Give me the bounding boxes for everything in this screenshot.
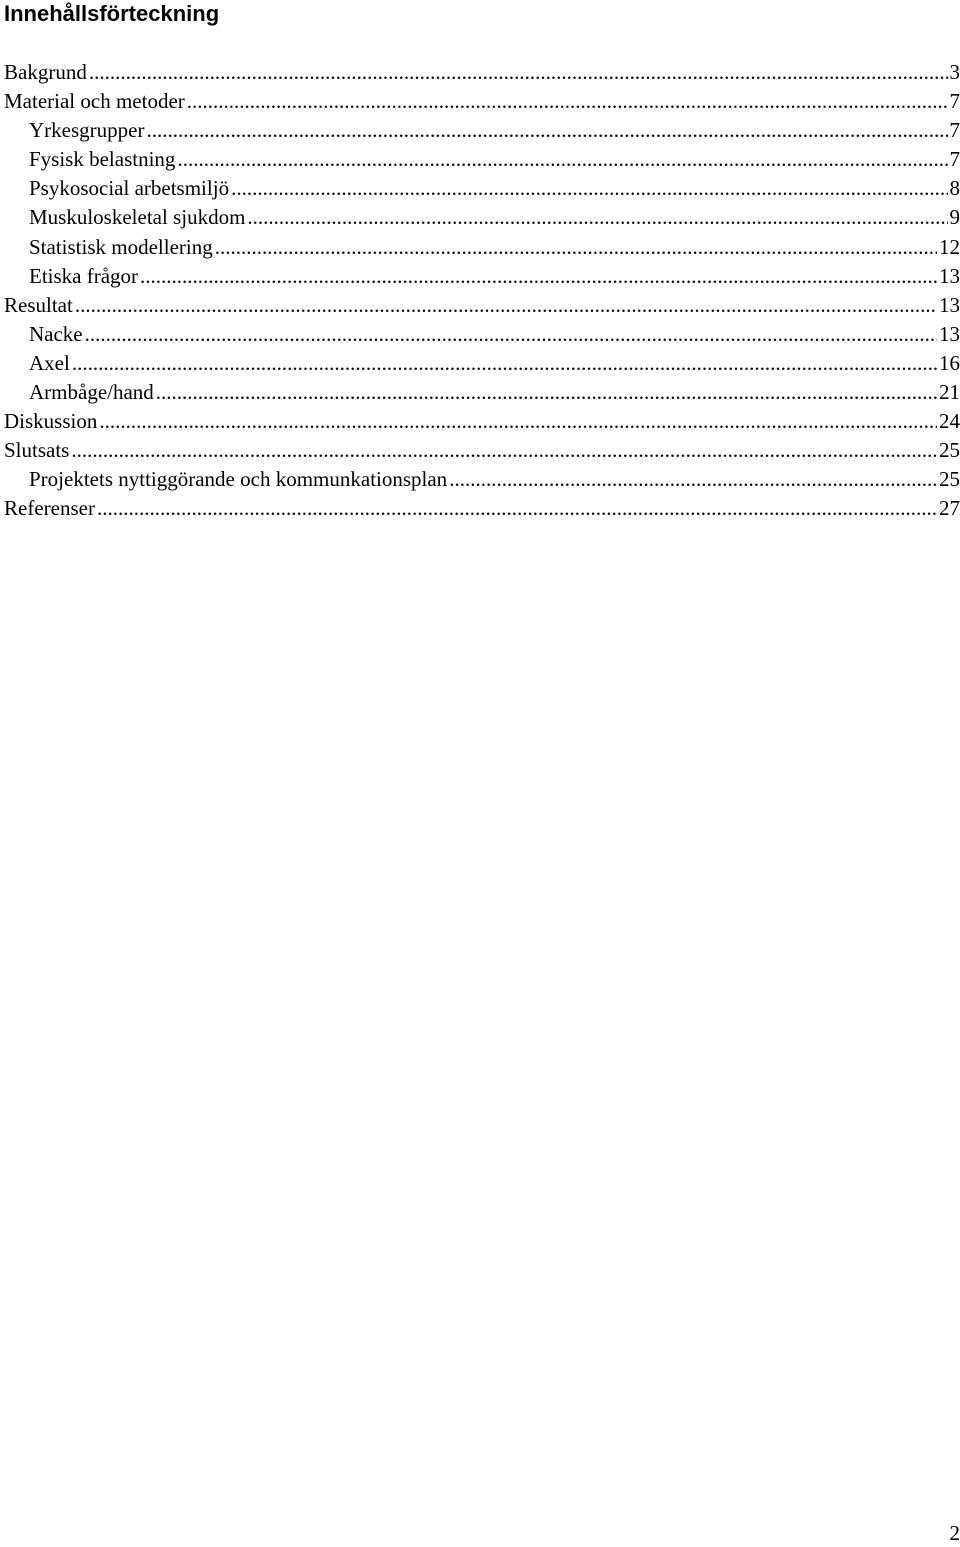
toc-entry-page: 13 xyxy=(939,292,960,317)
toc-entry-page: 8 xyxy=(949,176,960,201)
toc-entry-referenser[interactable] xyxy=(4,494,960,523)
toc-entry-label: Projektets nyttiggörande och kommunkationsplan xyxy=(29,467,448,492)
toc-entry-page: 7 xyxy=(949,147,960,172)
toc-dot-leader xyxy=(99,407,937,436)
toc-title: Innehållsförteckning xyxy=(4,1,220,26)
toc-entry-page: 27 xyxy=(939,496,960,521)
toc-entry-page: 3 xyxy=(949,60,960,84)
toc-dot-leader xyxy=(75,291,937,320)
toc-entry-slutsats[interactable] xyxy=(4,436,960,465)
toc-entry-page: 25 xyxy=(939,467,960,492)
toc-entry-material-och-metoder[interactable] xyxy=(4,87,960,116)
toc-entry-resultat[interactable] xyxy=(4,291,960,320)
toc-entry-label: Axel xyxy=(29,350,70,375)
toc-entry-label: Statistisk modellering xyxy=(29,234,213,259)
toc-entry-label: Yrkesgrupper xyxy=(29,118,145,143)
toc-entry-label: Referenser xyxy=(4,496,95,521)
toc-entry-axel[interactable] xyxy=(4,349,960,378)
toc-dot-leader xyxy=(97,494,937,523)
toc-entry-label: Muskuloskeletal sjukdom xyxy=(29,205,246,230)
toc-entry-label: Armbåge/hand xyxy=(29,380,154,405)
toc-dot-leader xyxy=(89,58,948,87)
toc-entry-diskussion[interactable] xyxy=(4,407,960,436)
toc-dot-leader xyxy=(85,320,937,349)
toc-entry-page: 21 xyxy=(939,380,960,405)
toc-entry-page: 7 xyxy=(949,118,960,143)
toc-entry-label: Bakgrund xyxy=(4,60,87,84)
toc-entry-label: Psykosocial arbetsmiljö xyxy=(29,176,230,201)
toc-entry-page: 16 xyxy=(939,350,960,375)
toc-entry-bakgrund[interactable] xyxy=(4,58,960,87)
toc-entry-label: Resultat xyxy=(4,292,73,317)
toc-dot-leader xyxy=(449,465,937,494)
toc-dot-leader xyxy=(140,262,937,291)
toc-entry-fysisk-belastning[interactable] xyxy=(4,145,960,174)
toc-entry-page: 9 xyxy=(949,205,960,230)
toc-dot-leader xyxy=(177,145,947,174)
toc-dot-leader xyxy=(72,349,937,378)
toc-dot-leader xyxy=(156,378,937,407)
toc-entry-etiska-fragor[interactable] xyxy=(4,262,960,291)
toc-entry-label: Diskussion xyxy=(4,409,98,434)
page-number: 2 xyxy=(949,1521,960,1545)
toc-entry-nacke[interactable] xyxy=(4,320,960,349)
toc-entry-page: 25 xyxy=(939,438,960,463)
toc-entry-armbage-hand[interactable] xyxy=(4,378,960,407)
toc-dot-leader xyxy=(231,174,947,203)
toc-entry-label: Fysisk belastning xyxy=(29,147,176,172)
toc-dot-leader xyxy=(187,87,948,116)
toc-entry-page: 24 xyxy=(939,409,960,434)
toc-dot-leader xyxy=(146,116,947,145)
toc-entry-label: Material och metoder xyxy=(4,89,185,114)
toc-entry-projektets-nyttiggorande[interactable] xyxy=(4,465,960,494)
toc-entry-label: Etiska frågor xyxy=(29,263,139,288)
toc-entry-page: 13 xyxy=(939,321,960,346)
toc-entry-page: 7 xyxy=(949,89,960,114)
toc-entry-page: 13 xyxy=(939,263,960,288)
toc-dot-leader xyxy=(247,203,947,232)
toc-dot-leader xyxy=(71,436,937,465)
toc-entry-statistisk-modellering[interactable] xyxy=(4,233,960,262)
toc-list xyxy=(4,58,960,524)
toc-entry-label: Slutsats xyxy=(4,438,70,463)
toc-entry-psykosocial-arbetsmiljo[interactable] xyxy=(4,174,960,203)
toc-dot-leader xyxy=(215,233,937,262)
toc-entry-label: Nacke xyxy=(29,321,83,346)
toc-entry-yrkesgrupper[interactable] xyxy=(4,116,960,145)
toc-entry-muskuloskeletal-sjukdom[interactable] xyxy=(4,203,960,232)
toc-entry-page: 12 xyxy=(939,234,960,259)
